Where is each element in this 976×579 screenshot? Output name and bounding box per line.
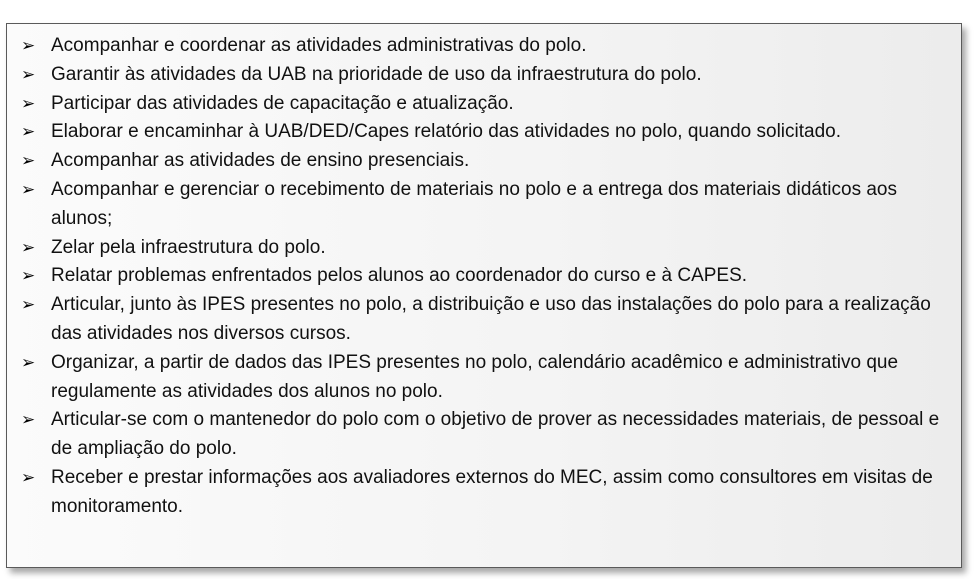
list-item-text: Relatar problemas enfrentados pelos alunos ao coordenador do curso e à CAPES. <box>51 265 748 287</box>
arrow-bullet-icon: ➢ <box>21 122 36 142</box>
list-item <box>21 349 951 407</box>
list-item <box>21 32 951 61</box>
arrow-bullet-icon: ➢ <box>21 295 36 315</box>
arrow-bullet-icon: ➢ <box>21 64 36 84</box>
bullet-list <box>7 24 961 522</box>
list-item <box>21 147 951 176</box>
arrow-bullet-icon: ➢ <box>21 36 36 55</box>
arrow-bullet-icon: ➢ <box>21 410 36 430</box>
arrow-bullet-icon: ➢ <box>21 266 36 286</box>
list-item-text: Acompanhar e gerenciar o recebimento de materiais no polo e a entrega dos materiais didáticos aos alunos; <box>51 178 897 229</box>
list-item <box>21 406 951 464</box>
list-item <box>21 291 951 349</box>
arrow-bullet-icon: ➢ <box>21 237 36 257</box>
list-item <box>21 61 951 90</box>
list-item-text: Acompanhar e coordenar as atividades administrativas do polo. <box>51 35 587 56</box>
list-item-text: Organizar, a partir de dados das IPES presentes no polo, calendário acadêmico e administrativo que regulamente as atividades dos alunos no polo. <box>51 351 899 402</box>
list-item <box>21 234 951 263</box>
list-item-text: Elaborar e encaminhar à UAB/DED/Capes relatório das atividades no polo, quando solicitado. <box>51 121 842 143</box>
list-item <box>21 262 951 291</box>
list-item <box>21 464 951 522</box>
arrow-bullet-icon: ➢ <box>21 179 36 199</box>
list-item-text: Articular, junto às IPES presentes no polo, a distribuição e uso das instalações do polo para a realização das atividades nos diversos cursos. <box>51 294 931 344</box>
list-item-text: Zelar pela infraestrutura do polo. <box>51 236 326 258</box>
list-item <box>21 118 951 147</box>
list-item-text: Receber e prestar informações aos avaliadores externos do MEC, assim como consultores em visitas de monitoramento. <box>51 466 933 517</box>
list-item <box>21 90 951 119</box>
text-box <box>6 23 962 568</box>
arrow-bullet-icon: ➢ <box>21 151 36 171</box>
arrow-bullet-icon: ➢ <box>21 352 36 372</box>
list-item-text: Participar das atividades de capacitação e atualização. <box>51 92 514 114</box>
list-item-text: Garantir às atividades da UAB na prioridade de uso da infraestrutura do polo. <box>51 63 702 85</box>
list-item-text: Acompanhar as atividades de ensino presenciais. <box>51 150 470 172</box>
list-item <box>21 176 951 234</box>
list-item-text: Articular-se com o mantenedor do polo com o objetivo de prover as necessidades materiais, de pessoal e de ampliação do polo. <box>51 409 940 460</box>
arrow-bullet-icon: ➢ <box>21 467 36 487</box>
arrow-bullet-icon: ➢ <box>21 93 36 113</box>
